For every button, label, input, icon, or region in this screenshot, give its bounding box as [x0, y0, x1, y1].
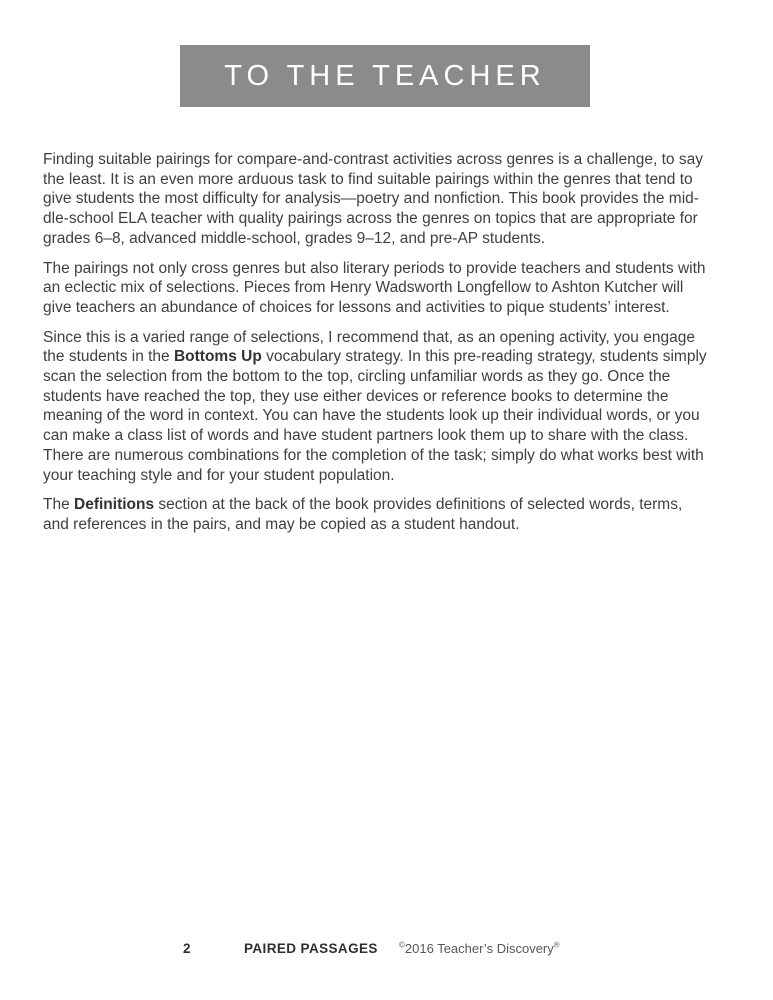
paragraph [43, 328, 733, 486]
text-segment: give students the most difficulty for analysis—poetry and nonfiction. This book provides the mid- [43, 190, 699, 208]
bold-text: Bottoms Up [173, 348, 262, 366]
copyright-symbol: © [399, 940, 405, 950]
text-segment: can make a class list of words and have student partners look them up to share with the class. [43, 427, 689, 445]
text-segment: give teachers an abundance of choices for lessons and activities to pique students’ interest. [43, 298, 670, 316]
text-segment: vocabulary strategy. In this pre-reading strategy, students simply [261, 348, 707, 366]
registered-symbol: ® [553, 940, 560, 950]
page-title: TO THE TEACHER [224, 59, 546, 92]
text-segment: The pairings not only cross genres but also literary periods to provide teachers and students with [43, 259, 706, 277]
text-segment: and references in the pairs, and may be copied as a student handout. [43, 515, 520, 533]
page-number: 2 [183, 941, 191, 956]
text-segment: students have reached the top, they use either devices or reference books to determine the [43, 387, 669, 405]
body-text [43, 150, 733, 545]
text-segment: section at the back of the book provides definitions of selected words, terms, [154, 496, 683, 514]
paragraph [43, 259, 733, 318]
text-segment: the students in the [43, 348, 174, 366]
text-segment: scan the selection from the bottom to the top, circling unfamiliar words as they go. Once the [43, 368, 671, 386]
text-segment: grades 6–8, advanced middle-school, grades 9–12, and pre-AP students. [43, 229, 546, 247]
text-segment: dle-school ELA teacher with quality pairings across the genres on topics that are appropriate for [43, 210, 698, 228]
text-segment: The [43, 496, 75, 514]
text-segment: Since this is a varied range of selections, I recommend that, as an opening activity, you engage [43, 328, 695, 346]
paragraph [43, 495, 733, 534]
text-segment: your teaching style and for your student population. [43, 466, 395, 484]
book-title: PAIRED PASSAGES [244, 941, 378, 956]
text-segment: meaning of the word in context. You can have the students look up their individual words, or you [43, 407, 700, 425]
copyright-text: 2016 Teacher’s Discovery [404, 941, 554, 956]
text-segment: the least. It is an even more arduous task to find suitable pairings within the genres that tend to [43, 170, 693, 188]
section-title-banner [180, 45, 590, 107]
copyright-notice [399, 941, 560, 956]
text-segment: an eclectic mix of selections. Pieces from Henry Wadsworth Longfellow to Ashton Kutcher will [43, 279, 684, 297]
bold-text: Definitions [74, 496, 155, 514]
paragraph [43, 150, 733, 249]
text-segment: Finding suitable pairings for compare-and-contrast activities across genres is a challenge, to say [43, 151, 703, 168]
text-segment: There are numerous combinations for the completion of the task; simply do what works best with [43, 446, 704, 464]
